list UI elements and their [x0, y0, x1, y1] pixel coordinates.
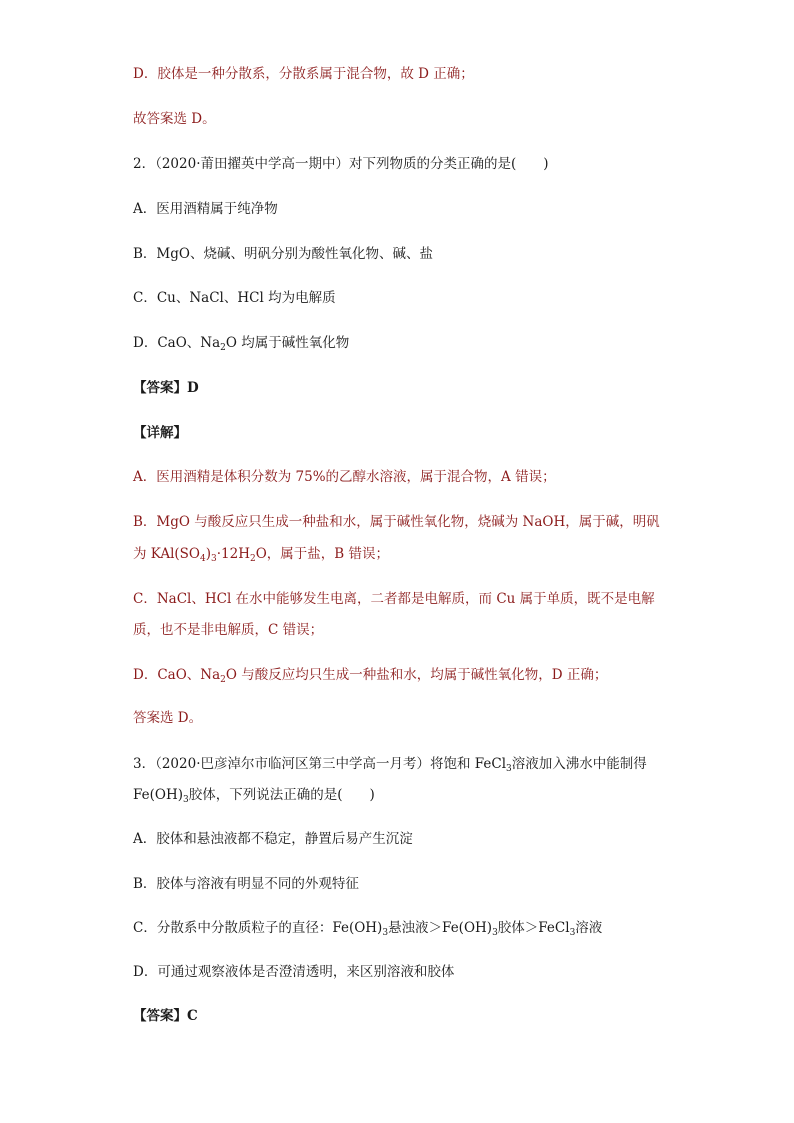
text-part: ·12H: [216, 546, 250, 562]
text-part: O 均属于碱性氧化物: [225, 335, 350, 351]
q2-detail-label: 【详解】: [133, 425, 187, 441]
q2-conclusion: 答案选 D。: [133, 710, 203, 726]
q3-answer: 【答案】C: [133, 1008, 198, 1024]
q2-answer: 【答案】D: [133, 380, 199, 396]
q3-option-a: A．胶体和悬浊液都不稳定，静置后易产生沉淀: [133, 831, 413, 847]
q3-option-c: [133, 918, 602, 938]
text-part: D．CaO、Na: [133, 335, 221, 351]
text-part: 胶体＞FeCl: [497, 920, 570, 936]
text-part: 胶体，下列说法正确的是( ): [188, 787, 375, 803]
q2-option-d: [133, 333, 349, 353]
q2-option-a: A．医用酒精属于纯净物: [133, 201, 278, 217]
subscript: 3: [506, 764, 512, 774]
subscript: 2: [220, 343, 226, 353]
q2-option-b: B．MgO、烧碱、明矾分别为酸性氧化物、碱、盐: [133, 246, 433, 262]
subscript: 4: [199, 554, 206, 564]
text-part: 溶液加入沸水中能制得: [511, 756, 647, 772]
subscript: 3: [211, 554, 217, 564]
q2-explanation-a: A．医用酒精是体积分数为 75%的乙醇水溶液，属于混合物，A 错误；: [133, 469, 556, 485]
q2-explanation-c2: 质，也不是非电解质，C 错误；: [133, 622, 324, 638]
q2-option-c: C．Cu、NaCl、HCl 均为电解质: [133, 290, 336, 306]
prev-conclusion: 故答案选 D。: [133, 111, 216, 127]
q3-stem-line1: [133, 754, 647, 774]
text-part: C．分散系中分散质粒子的直径：Fe(OH): [133, 920, 383, 936]
text-part: 为 KAl(SO: [133, 546, 200, 562]
q3-option-b: B．胶体与溶液有明显不同的外观特征: [133, 876, 359, 892]
subscript: 2: [249, 554, 256, 564]
q2-explanation-b1: B．MgO 与酸反应只生成一种盐和水，属于碱性氧化物，烧碱为 NaOH，属于碱，明矾: [133, 514, 660, 530]
prev-explanation-d: D．胶体是一种分散系，分散系属于混合物，故 D 正确；: [133, 66, 474, 82]
subscript: 3: [492, 928, 498, 938]
q2-explanation-d: [133, 665, 607, 685]
subscript: 2: [220, 675, 226, 685]
text-part: Fe(OH): [133, 787, 183, 803]
q3-stem-line2: [133, 785, 375, 805]
text-part: O 与酸反应均只生成一种盐和水，均属于碱性氧化物，D 正确；: [225, 667, 608, 683]
text-part: 溶液: [575, 920, 603, 936]
text-part: 悬浊液＞Fe(OH): [388, 920, 493, 936]
q2-stem: 2．（2020·莆田擢英中学高一期中）对下列物质的分类正确的是( ): [133, 156, 549, 172]
text-part: ): [205, 546, 211, 562]
subscript: 3: [183, 795, 189, 805]
q2-explanation-c1: C．NaCl、HCl 在水中能够发生电离，二者都是电解质，而 Cu 属于单质，既不是电解: [133, 591, 655, 607]
q2-explanation-b2: [133, 544, 389, 564]
q3-option-d: D．可通过观察液体是否澄清透明，来区别溶液和胶体: [133, 964, 455, 980]
text-part: 3．（2020·巴彦淖尔市临河区第三中学高一月考）将饱和 FeCl: [133, 756, 507, 772]
text-part: O，属于盐，B 错误；: [255, 546, 389, 562]
text-part: D．CaO、Na: [133, 667, 221, 683]
subscript: 3: [569, 928, 576, 938]
subscript: 3: [382, 928, 389, 938]
